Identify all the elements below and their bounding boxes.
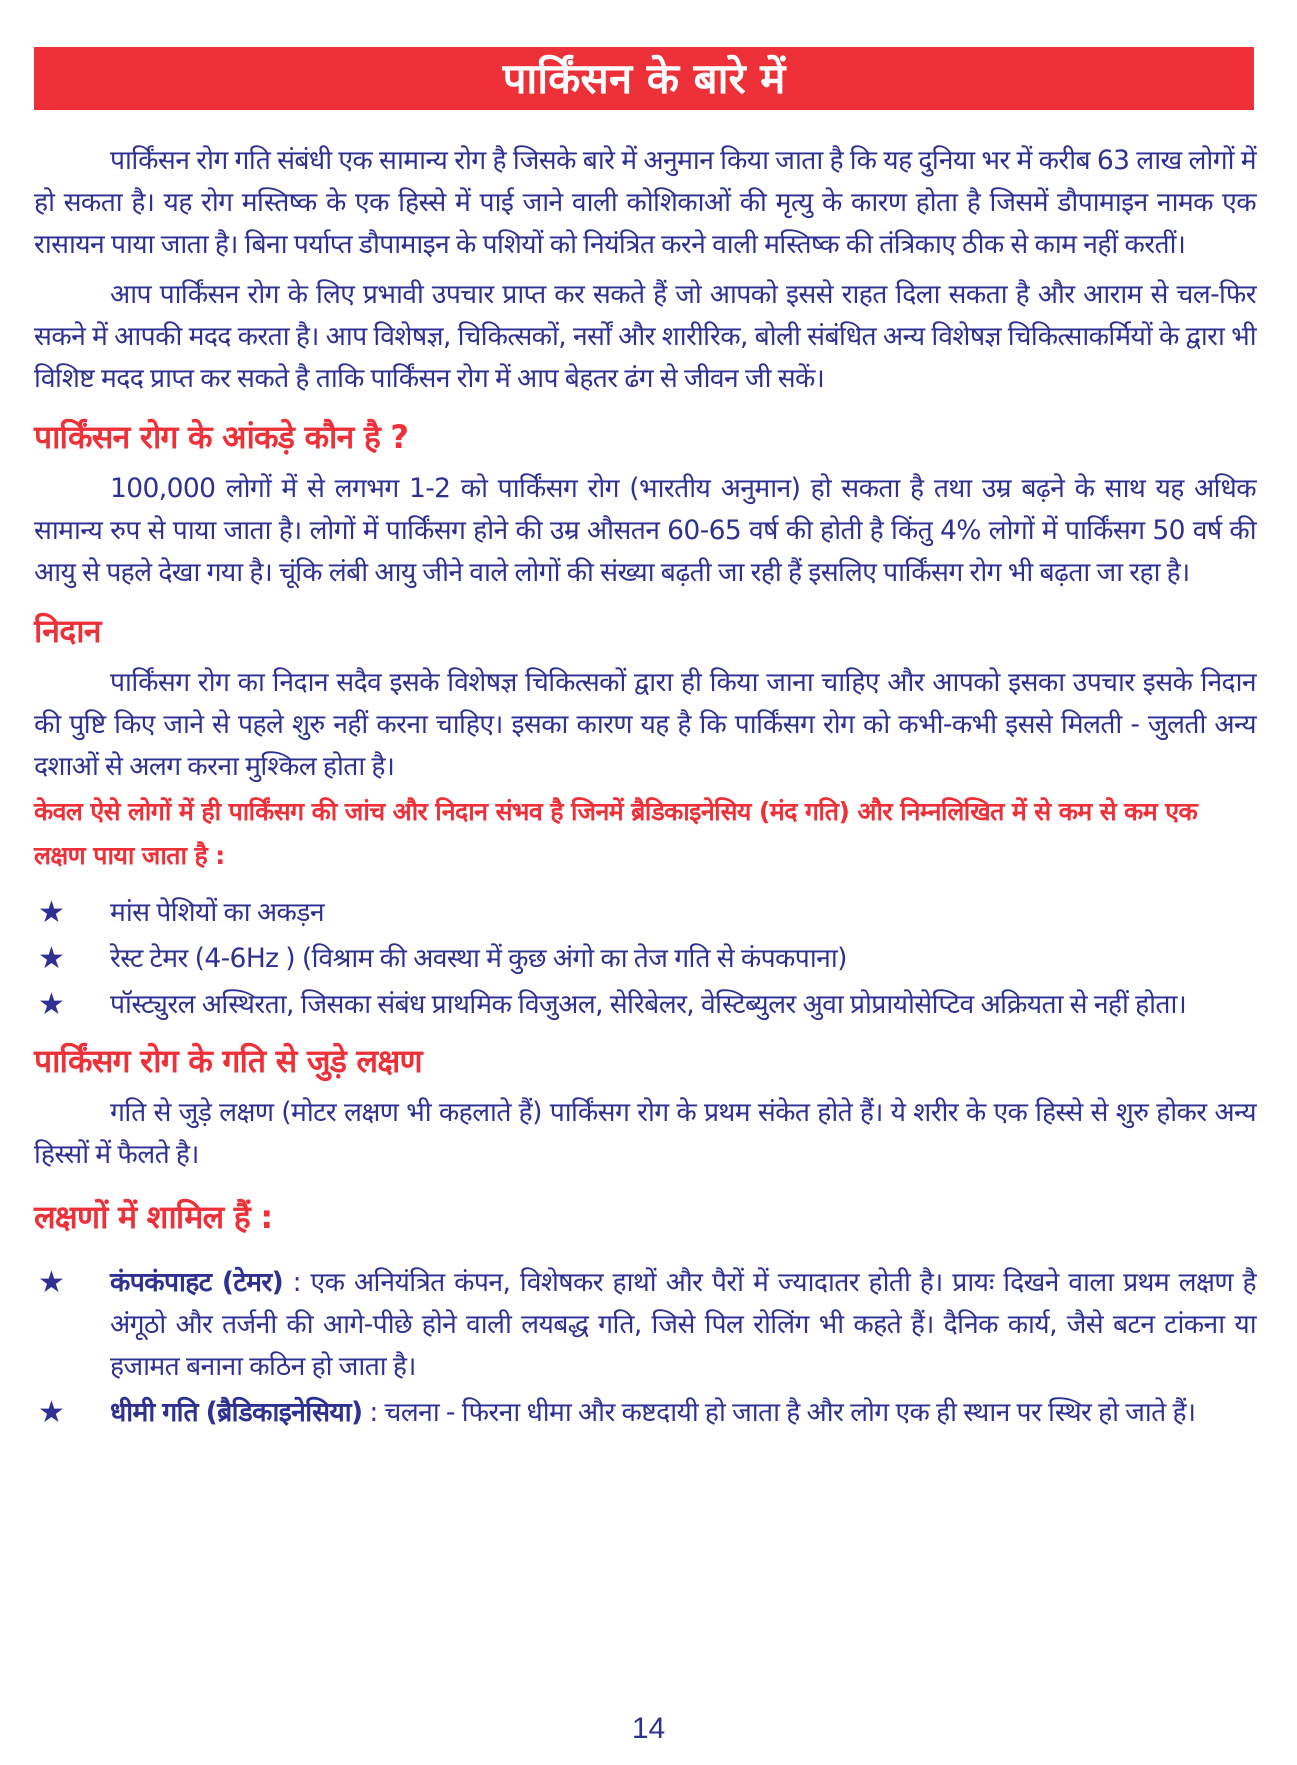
list-item-text: रेस्ट टेमर (4-6Hz ) (विश्राम की अवस्था में कुछ अंगो का तेज गति से कंपकपाना) xyxy=(110,943,847,974)
list-item xyxy=(34,892,1256,934)
symptom-term: धीमी गति (ब्रैडिकाइनेसिया) xyxy=(110,1397,363,1428)
list-item-text: मांस पेशियों का अकड़न xyxy=(110,897,324,928)
diagnosis-paragraph: पार्किंसग रोग का निदान सदैव इसके विशेषज्ञ चिकित्सकों द्वारा ही किया जाना चाहिए और आपको इसका उपचार इसके निदान की पुष्टि किए जाने से पहले शुरु नहीं करना चाहिए। इसका कारण यह है कि पार्किंसग रोग को कभी-कभी इससे मिलती - जुलती अन्य दशाओं से अलग करना मुश्किल होता है। xyxy=(34,667,1256,782)
title-banner xyxy=(34,47,1254,110)
page-title: पार्किंसन के बारे में xyxy=(502,54,786,103)
symptoms-list xyxy=(34,1262,1256,1434)
star-bullet-icon: ★ xyxy=(38,1395,65,1430)
star-bullet-icon: ★ xyxy=(38,1265,65,1300)
star-bullet-icon: ★ xyxy=(38,987,65,1022)
symptom-description: : चलना - फिरना धीमा और कष्टदायी हो जाता है और लोग एक ही स्थान पर स्थिर हो जाते हैं। xyxy=(362,1397,1196,1428)
diagnosis-criteria-list xyxy=(34,892,1256,1026)
statistics-heading: पार्किंसन रोग के आंकड़े कौन है ? xyxy=(34,418,409,456)
page-content xyxy=(34,140,1256,1438)
list-item-text: पॉस्ट्युरल अस्थिरता, जिसका संबंध प्राथमिक विजुअल, सेरिबेलर, वेस्टिब्युलर अुवा प्रोप्रायोसेप्टिव अक्रियता से नहीं होता। xyxy=(110,989,1187,1020)
motor-symptoms-heading: पार्किंसग रोग के गति से जुड़े लक्षण xyxy=(34,1042,422,1080)
star-bullet-icon: ★ xyxy=(38,895,65,930)
star-bullet-icon: ★ xyxy=(38,941,65,976)
diagnosis-criteria-note: केवल ऐसे लोगों में ही पार्किंसग की जांच और निदान संभव है जिनमें ब्रैडिकाइनेसिय (मंद गति) और निम्नलिखित में से कम से कम एक लक्षण पाया जाता है : xyxy=(34,797,1198,870)
motor-symptoms-paragraph: गति से जुड़े लक्षण (मोटर लक्षण भी कहलाते हैं) पार्किंसग रोग के प्रथम संकेत होते हैं। ये शरीर के एक हिस्से से शुरु होकर अन्य हिस्सों में फैलते है। xyxy=(34,1097,1256,1170)
symptoms-heading: लक्षणों में शामिल हैं : xyxy=(34,1198,273,1236)
list-item xyxy=(34,1262,1256,1388)
statistics-paragraph: 100,000 लोगों में से लगभग 1-2 को पार्किंसग रोग (भारतीय अनुमान) हो सकता है तथा उम्र बढ़ने के साथ यह अधिक सामान्य रुप से पाया जाता है। लोगों में पार्किंसग होने की उम्र औसतन 60-65 वर्ष की होती है किंतु 4% लोगों में पार्किंसग 50 वर्ष की आयु से पहले देखा गया है। चूंकि लंबी आयु जीने वाले लोगों की संख्या बढ़ती जा रही हैं इसलिए पार्किंसग रोग भी बढ़ता जा रहा है। xyxy=(34,473,1256,588)
list-item xyxy=(34,1392,1256,1434)
symptom-term: कंपकंपाहट (टेमर) xyxy=(110,1267,284,1298)
intro-paragraph-1: पार्किंसन रोग गति संबंधी एक सामान्य रोग है जिसके बारे में अनुमान किया जाता है कि यह दुनिया भर में करीब 63 लाख लोगों में हो सकता है। यह रोग मस्तिष्क के एक हिस्से में पाई जाने वाली कोशिकाओं की मृत्यु के कारण होता है जिसमें डौपामाइन नामक एक रासायन पाया जाता है। बिना पर्याप्त डौपामाइन के पशियों को नियंत्रित करने वाली मस्तिष्क की तंत्रिकाए ठीक से काम नहीं करतीं। xyxy=(34,145,1256,260)
list-item xyxy=(34,984,1256,1026)
diagnosis-heading: निदान xyxy=(34,612,101,650)
intro-paragraph-2: आप पार्किंसन रोग के लिए प्रभावी उपचार प्राप्त कर सकते हैं जो आपको इससे राहत दिला सकता है और आराम से चल-फिर सकने में आपकी मदद करता है। आप विशेषज्ञ, चिकित्सकों, नर्सों और शारीरिक, बोली संबंधित अन्य विशेषज्ञ चिकित्साकर्मियों के द्वारा भी विशिष्ट मदद प्राप्त कर सकते है ताकि पार्किंसन रोग में आप बेहतर ढंग से जीवन जी सकें। xyxy=(34,279,1256,394)
list-item xyxy=(34,938,1256,980)
symptom-description: : एक अनियंत्रित कंपन, विशेषकर हाथों और पैरों में ज्यादातर होती है। प्रायः दिखने वाला प्रथम लक्षण है अंगूठो और तर्जनी की आगे-पीछे होने वाली लयबद्ध गति, जिसे पिल रोलिंग भी कहते हैं। दैनिक कार्य, जैसे बटन टांकना या हजामत बनाना कठिन हो जाता है। xyxy=(110,1267,1257,1382)
page-number: 14 xyxy=(631,1712,666,1745)
